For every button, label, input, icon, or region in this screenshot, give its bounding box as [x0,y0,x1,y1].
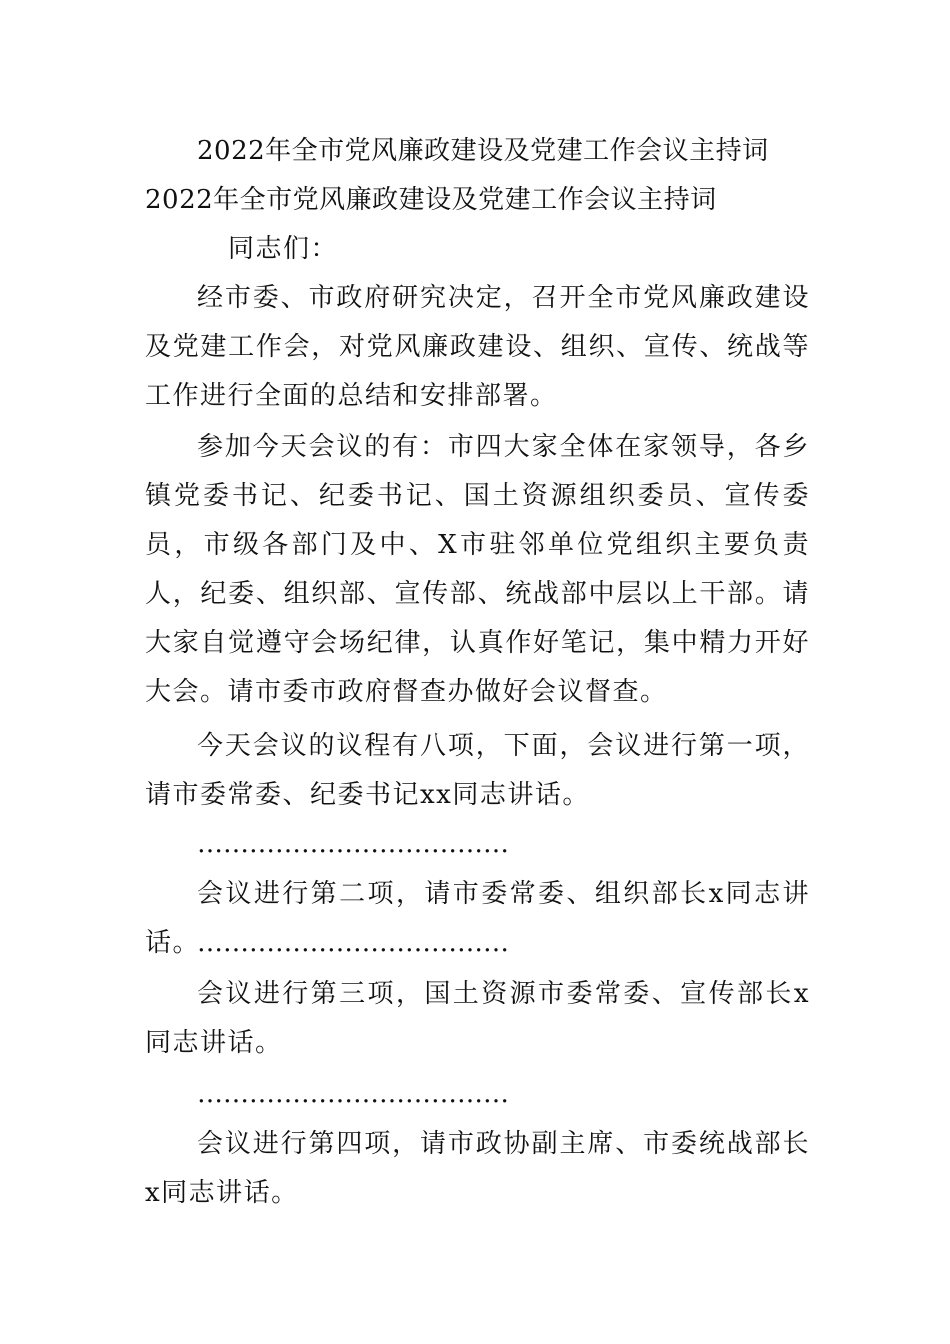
paragraph-agenda-item-3: 会议进行第三项，国土资源市委常委、宣传部长x同志讲话。 [145,979,810,1058]
salutation: 同志们： [228,234,339,264]
paragraph-agenda-item-1: 今天会议的议程有八项，下面，会议进行第一项，请市委常委、纪委书记xx同志讲话。 [145,731,810,810]
paragraph-meeting-purpose: 经市委、市政府研究决定，召开全市党风廉政建设及党建工作会，对党风廉政建设、组织、宣传、统战等工作进行全面的总结和安排部署。 [145,283,810,411]
document-title-repeat: 2022年全市党风廉政建设及党建工作会议主持词 [145,185,717,215]
ellipsis-separator: ……………………………… [197,1079,509,1109]
paragraph-agenda-item-2: 会议进行第二项，请市委常委、组织部长x同志讲话。 [145,879,810,958]
paragraph-agenda-item-4: 会议进行第四项，请市政协副主席、市委统战部长x同志讲话。 [145,1129,810,1208]
paragraph-attendees: 参加今天会议的有：市四大家全体在家领导，各乡镇党委书记、纪委书记、国土资源组织委员、宣传委员，市级各部门及中、X市驻邻单位党组织主要负责人，纪委、组织部、宣传部、统战部中层以上干部。请大家自觉遵守会场纪律，认真作好笔记，集中精力开好大会。请市委市政府督查办做好会议督查。 [145,432,810,707]
ellipsis-separator: ……………………………… [197,928,509,958]
ellipsis-separator: ……………………………… [197,829,509,859]
document-title: 2022年全市党风廉政建设及党建工作会议主持词 [197,136,769,166]
